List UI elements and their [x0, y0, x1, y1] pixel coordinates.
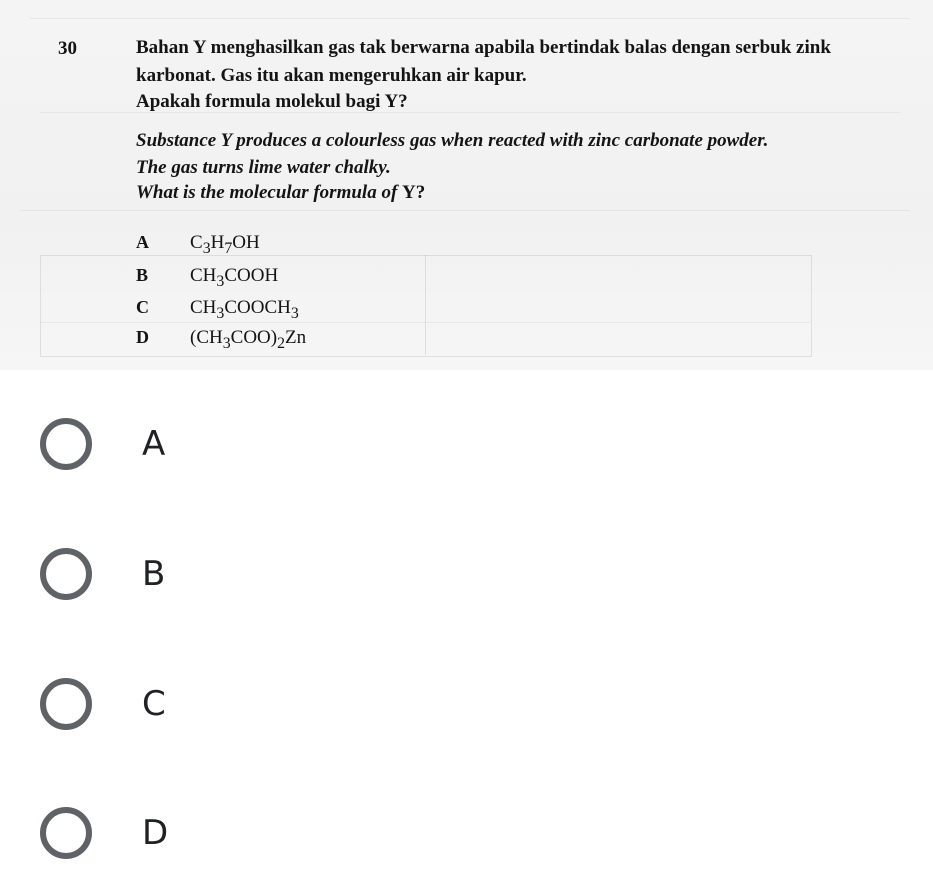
question-prompt-english: What is the molecular formula of Y?: [136, 182, 426, 203]
radio-button[interactable]: [40, 678, 92, 730]
option-formula: $CH_3COOCH_3$: [190, 297, 299, 322]
option-letter: B: [136, 265, 149, 285]
answer-choice-d[interactable]: [40, 801, 440, 865]
choice-label: A: [142, 424, 166, 464]
answer-choice-a[interactable]: [40, 412, 440, 476]
radio-button[interactable]: [40, 807, 92, 859]
radio-button[interactable]: [40, 418, 92, 470]
bleed-through-table: [40, 255, 812, 357]
choice-label: B: [142, 554, 166, 594]
option-formula: $C_3H_7OH$: [190, 232, 260, 257]
radio-button[interactable]: [40, 548, 92, 600]
question-text-english: The gas turns lime water chalky.: [136, 157, 391, 178]
bleed-through-line: [30, 18, 910, 19]
question-text-malay: Bahan Y menghasilkan gas tak berwarna apabila bertindak balas dengan serbuk zink: [136, 37, 831, 58]
bleed-through-line: [425, 255, 426, 355]
option-letter: C: [136, 297, 149, 317]
question-text-english: Substance Y produces a colourless gas when reacted with zinc carbonate powder.: [136, 130, 769, 151]
option-formula: $(CH_3COO)_2Zn$: [190, 327, 307, 352]
question-prompt-malay: Apakah formula molekul bagi Y?: [136, 91, 408, 112]
bleed-through-line: [20, 210, 910, 211]
question-text-malay: karbonat. Gas itu akan mengeruhkan air kapur.: [136, 65, 527, 86]
option-letter: D: [136, 327, 149, 347]
question-number: 30: [58, 38, 77, 59]
option-letter: A: [136, 232, 149, 252]
option-formula: $CH_3COOH$: [190, 265, 279, 290]
question-image: [0, 0, 933, 370]
answer-choice-b[interactable]: [40, 542, 440, 606]
answer-choice-c[interactable]: [40, 672, 440, 736]
choice-label: C: [142, 684, 166, 724]
choice-label: D: [142, 813, 169, 853]
